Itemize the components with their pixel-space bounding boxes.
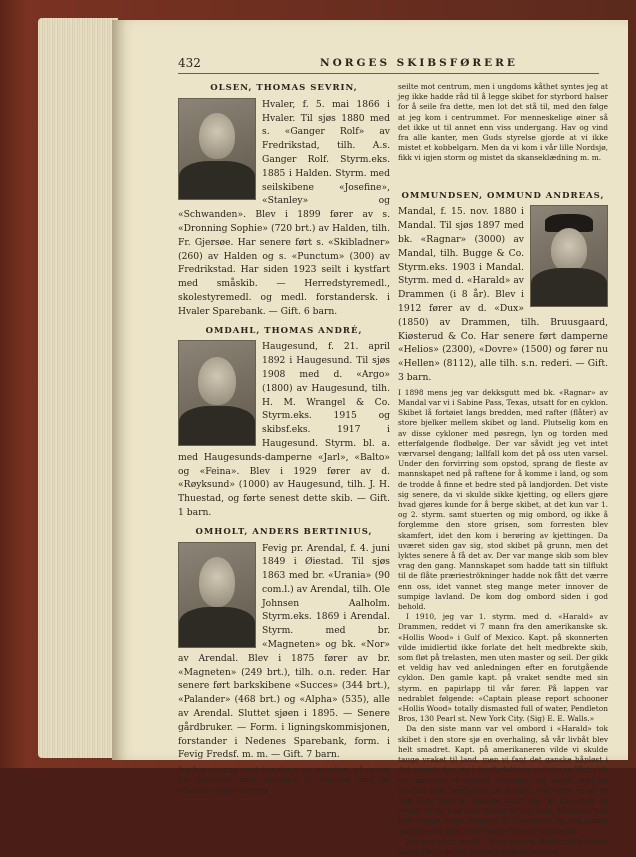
entry-text: Fevig pr. Arendal, f. 4. juni 1849 i Øiestad. Til sjøs 1863 med br. «Urania» (90 com.l.) av Arendal, tilh. Ole Johnsen Aalholm. Styrm.eks. 1869 i Arendal. Styrm. med br. «Magneten» og bk. «Nor» av Arendal. Blev i 1875 fører av br. «Magneten» (249 brt.), tilh. o.n. reder. Har senere ført barkskibene «Succes» (344 brt.), «Palander» (468 brt.) og «Alpha» (535), alle av Arendal. Sluttet sjøen i 1895. — Senere gårdbruker. — Form. i ligningskommisjonen, forstander i Nedenes Sparebank, form. i Fevig Fredsf. m. m. — Gift. 7 barn. bbox=[178, 542, 391, 761]
page-number: 432 bbox=[178, 56, 201, 70]
right-column bbox=[398, 82, 608, 857]
entry-text: Haugesund, f. 21. april 1892 i Haugesund. Til sjøs 1908 med d. «Argo» (1800) av Haugesund, tilh. H. M. Wrangel & Co. Styrm.eks. 1915 og skibsf.eks. 1917 i Haugesund. Styrm. bl. a. med Haugesunds-damperne «Jarl», «Balto» og «Feina». Blev i 1929 fører av d. «Røyksund» (1000) av Haugesund, tilh. J. H. Thuestad, og førte senest dette skib. — Gift. 1 barn. bbox=[178, 341, 390, 518]
left-column bbox=[178, 82, 390, 796]
anecdote-paragraph: I 1910, jeg var 1. styrm. med d. «Harald» av Drammen, reddet vi 7 mann fra den amerikanske sk. «Hollis Wood» i Gulf of Mexico. Kapt. på skonnerten vilde imidlertid ikke forlate det helt medbrekte skib, som fløt på trelasten, men uten master og seil. Der gikk et veldig hav ved anledningen efter en forutgående cyklon. Den gamle kapt. på vraket sendte med sin styrm. en papirlapp til vår fører. På lappen var nedrablet følgende: «Captain please report schooner «Hollis Wood» totally dismasted full of water, Pendleton Bros, 130 Pearl st. New York City. (Sig) E. E. Walls.» bbox=[398, 612, 608, 724]
entry-omdahl bbox=[178, 325, 390, 520]
entry-name: OMHOLT, ANDERS BERTINIUS, bbox=[195, 526, 373, 537]
portrait-photo bbox=[530, 205, 608, 307]
entry-olsen bbox=[178, 82, 390, 319]
anecdote-paragraph: Da den siste mann var vel ombord i «Harald» tok skibet i den store sjø en overhaling, så vår livbåt blev helt smadret. Kapt. på amerikaneren vilde vi skulde tauge vraket til land, men vi fant det ganske håpløst i det oprørte hav, og i den forfatning vraket var. Vårt skib var dessuten 4 døgner forsinket, og lastet med en kostbar last, bestående av kobber. Det siste vi så av den, skal man si, modige kapt. var, at han stod og vinket til de folk som hadde forlatt ham. Merkelig nok blev vraket siden innslept til Galveston, og den gamle sjøulk av en kapt. blev funnet i beste velgående. bbox=[398, 724, 608, 836]
header-rule bbox=[178, 73, 599, 74]
entry-text: Mandal, f. 15. nov. 1880 i Mandal. Til sjøs 1897 med bk. «Ragnar» (3000) av Mandal, tilh. Bugge & Co. Styrm.eks. 1903 i Mandal. Styrm. med d. «Harald» av Drammen (i 8 år). Blev i 1912 fører av d. «Dux» (1850) av Drammen, tilh. Bruusgaard, Kiøsterud & Co. Har senere ført damperne «Helios» (2300), «Dovre» (1500) og fører nu «Hellen» (8112), alle tilh. s.n. rederi. — Gift. 3 barn. bbox=[398, 206, 608, 383]
continued-anecdote: seilte mot centrum, men i ungdoms kåthet syntes jeg at jeg ikke hadde råd til å legge skibet for styrbord halser for å seile fra dette, men lot det stå til, med den følge at jeg kom i centrummet. For menneskelige øiner så det ikke ut til annet enn viss undergang. Hav og vind fra alle kanter, men Guds styrelse gjorde at vi ikke mistet et kobbelgarn. Men da vi kom i vår lille Nordsjø, fikk vi igjen storm og mistet da skanseklædning m. m. bbox=[398, 82, 608, 163]
page-title: NORGES SKIBSFØRERE bbox=[320, 57, 518, 69]
portrait-photo bbox=[178, 340, 256, 446]
book-page bbox=[112, 20, 628, 856]
entry-text: Hvaler, f. 5. mai 1866 i Hvaler. Til sjøs 1880 med s. «Ganger Rolf» av Fredrikstad, tilh. A.s. Ganger Rolf. Styrm.eks. 1885 i Halden. Styrm. med seilskibene «Josefine», «Stanley» og «Schwanden». Blev i 1899 fører av s. «Dronning Sophie» (720 brt.) av Halden, tilh. Fr. Gjersøe. Har senere ført s. «Skibladner» (260) av Halden og s. «Punctum» (300) av Fredrikstad. Har siden 1923 seilt i kystfart med småskib. — Herredstyremedl., skolestyremedl. og medl. forstandersk. i Hvaler Sparebank. — Gift. 6 barn. bbox=[178, 98, 390, 317]
portrait-photo bbox=[178, 542, 256, 648]
anecdote-paragraph: I 1898 mens jeg var dekksgutt med bk. «Ragnar» av Mandal var vi i Sabine Pass, Texas, utsatt for en cyklon. Skibet lå fortøiet langs bredden, med rafter (flåter) av store bjelker mellem skibet og land. Plutselig kom en av disse cykloner med pøsregn, lyn og torden med etterfølgende flodbølge. Der var såvidt jeg vet intet værvarsel dengang; lallfall kom det på oss uten varsel. Under den forvirring som opstod, sprang de fleste av mannskapet ned på raftene for å komme i land, og som de trodde å finne et bedre sted på landjorden. Det viste sig senere, da vi skulde sikke kjetting, og ellers gjøre hvad gjøres kunde for å berge skibet, at det kun var 1. og 2. styrm. samt stuerten og mig ombord, og ikke å forglemme den store grisen, som forresten blev skamfert, idet den kom i berøring av kjettingen. Da uværet siden gav sig, stod skibet på grunn, men det lyktes senere å få det av. Der var mange skib som blev vrag den gang. Mannskapet som hadde tatt sin tilflukt til de flåte prærieströkninger hadde nok fått det værre enn oss, idet vannet steg mange meter innover de sumpige lavland. De kom dog ombord siden i god behold. bbox=[398, 387, 608, 612]
portrait-photo bbox=[178, 98, 256, 200]
entry-name: OMMUNDSEN, OMMUND ANDREAS, bbox=[401, 190, 605, 201]
entry-name: OLSEN, THOMAS SEVRIN, bbox=[210, 83, 358, 93]
entry-omholt bbox=[178, 526, 390, 796]
anecdote-paragraph: Jeg har vært ansatt i Bruusgaard, Kiøsterud's rederi siden 1900, da jeg begynte som lettmatros. bbox=[398, 836, 608, 856]
entry-anecdote: Jeg har engang vært i centrum av en orkan, på reisen fra Galveston med oljekaker til England med bk «Succes». Jeg visste jeg bbox=[178, 765, 390, 795]
entry-ommundsen bbox=[398, 190, 608, 857]
entry-name: OMDAHL, THOMAS ANDRÉ, bbox=[205, 325, 363, 336]
page-edges bbox=[38, 18, 118, 758]
